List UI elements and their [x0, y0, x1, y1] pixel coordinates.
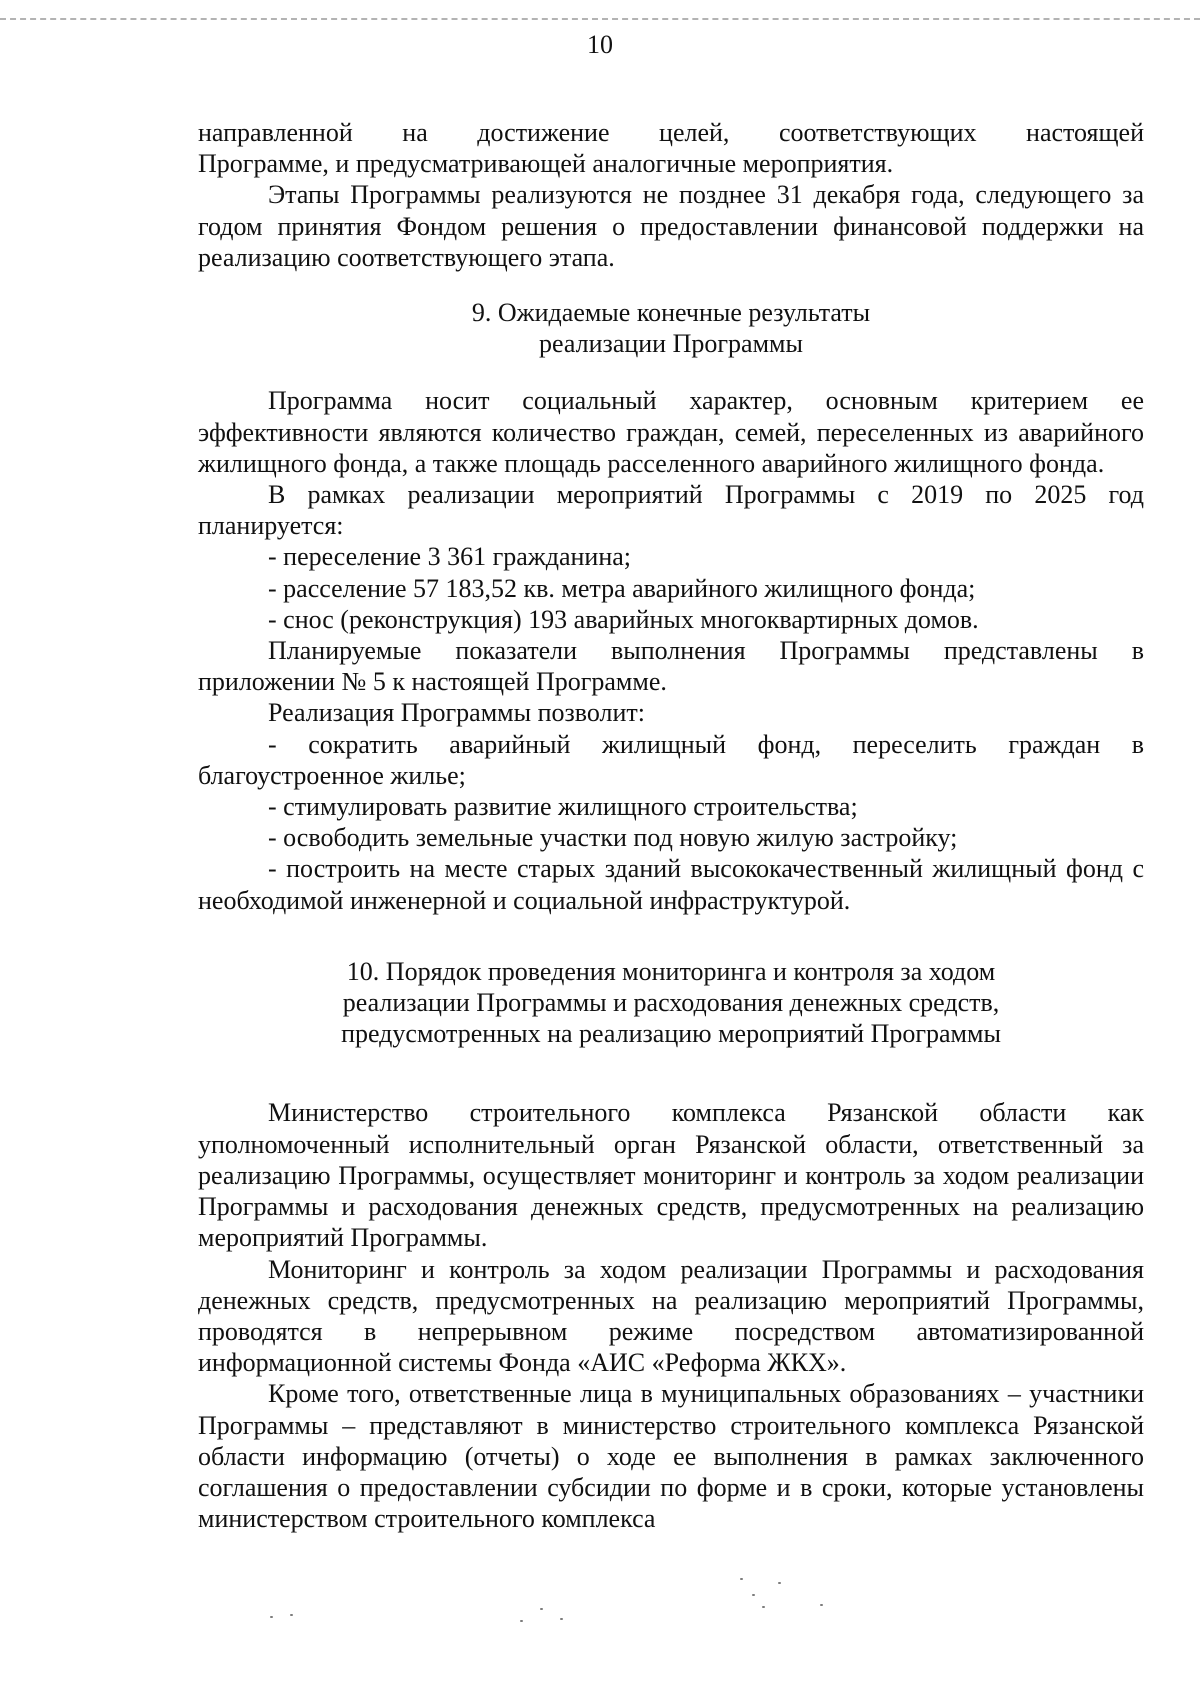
section-10-paragraph-1: Министерство строительного комплекса Рязанской области как уполномоченный исполнительный орган Рязанской области, ответственный за реализацию Программы, осуществляет мониторинг и контроль за ходом реализации Программы и расходования денежных средств, предусмотренных на реализацию мероприятий Программы. [198, 1098, 1144, 1253]
section-9-paragraph-4: Реализация Программы позволит: [268, 698, 645, 728]
section-9-paragraph-2: В рамках реализации мероприятий Программы с 2019 по 2025 год планируется: [198, 480, 1144, 541]
section-10-paragraph-3: Кроме того, ответственные лица в муниципальных образованиях – участники Программы – представляют в министерство строительного комплекса Рязанской области информацию (отчеты) о ходе ее выполнения в рамках заключенного соглашения о предоставлении субсидии по форме и в сроки, которые установлены министерством строительного комплекса [198, 1379, 1144, 1534]
section-9-paragraph-3: Планируемые показатели выполнения Программы представлены в приложении № 5 к настоящей Программе. [198, 636, 1144, 697]
result-item-2: - стимулировать развитие жилищного строительства; [268, 792, 858, 822]
scan-noise [0, 1560, 1200, 1680]
intro-paragraph-1-line-2: Программе, и предусматривающей аналогичные мероприятия. [198, 149, 894, 179]
section-10-title-line-3: предусмотренных на реализацию мероприятий Программы [341, 1019, 1001, 1049]
result-item-4: - построить на месте старых зданий высококачественный жилищный фонд с необходимой инженерной и социальной инфраструктурой. [198, 854, 1144, 915]
planned-item-3: - снос (реконструкция) 193 аварийных многоквартирных домов. [268, 604, 979, 634]
intro-paragraph-2: Этапы Программы реализуются не позднее 31 декабря года, следующего за годом принятия Фондом решения о предоставлении финансовой поддержки на реализацию соответствующего этапа. [198, 180, 1144, 272]
scan-edge-line [0, 18, 1200, 20]
section-9-title-line-2: реализации Программы [539, 329, 803, 359]
planned-item-2: - расселение 57 183,52 кв. метра аварийного жилищного фонда; [268, 573, 976, 603]
page-body [198, 117, 1144, 1534]
section-10-paragraph-2: Мониторинг и контроль за ходом реализации Программы и расходования денежных средств, предусмотренных на реализацию мероприятий Программы, проводятся в непрерывном режиме посредством автоматизированной информационной системы Фонда «АИС «Реформа ЖКХ». [198, 1254, 1144, 1378]
section-10-heading [198, 916, 1144, 1098]
page-number: 10 [587, 30, 613, 59]
section-9-title-line-1: 9. Ожидаемые конечные результаты [471, 298, 871, 328]
section-9-heading [198, 273, 1144, 385]
section-10-title-line-1: 10. Порядок проведения мониторинга и контроля за ходом [346, 956, 996, 986]
section-9-paragraph-1: Программа носит социальный характер, основным критерием ее эффективности являются количество граждан, семей, переселенных из аварийного жилищного фонда, а также площадь расселенного аварийного жилищного фонда. [198, 386, 1144, 478]
result-item-1: - сократить аварийный жилищный фонд, переселить граждан в благоустроенное жилье; [198, 729, 1144, 790]
planned-item-1: - переселение 3 361 гражданина; [268, 542, 632, 572]
intro-paragraph-1-line-1: направленной на достижение целей, соответствующих настоящей [198, 118, 1144, 147]
section-10-title-line-2: реализации Программы и расходования денежных средств, [342, 988, 1000, 1018]
result-item-3: - освободить земельные участки под новую жилую застройку; [268, 823, 958, 853]
